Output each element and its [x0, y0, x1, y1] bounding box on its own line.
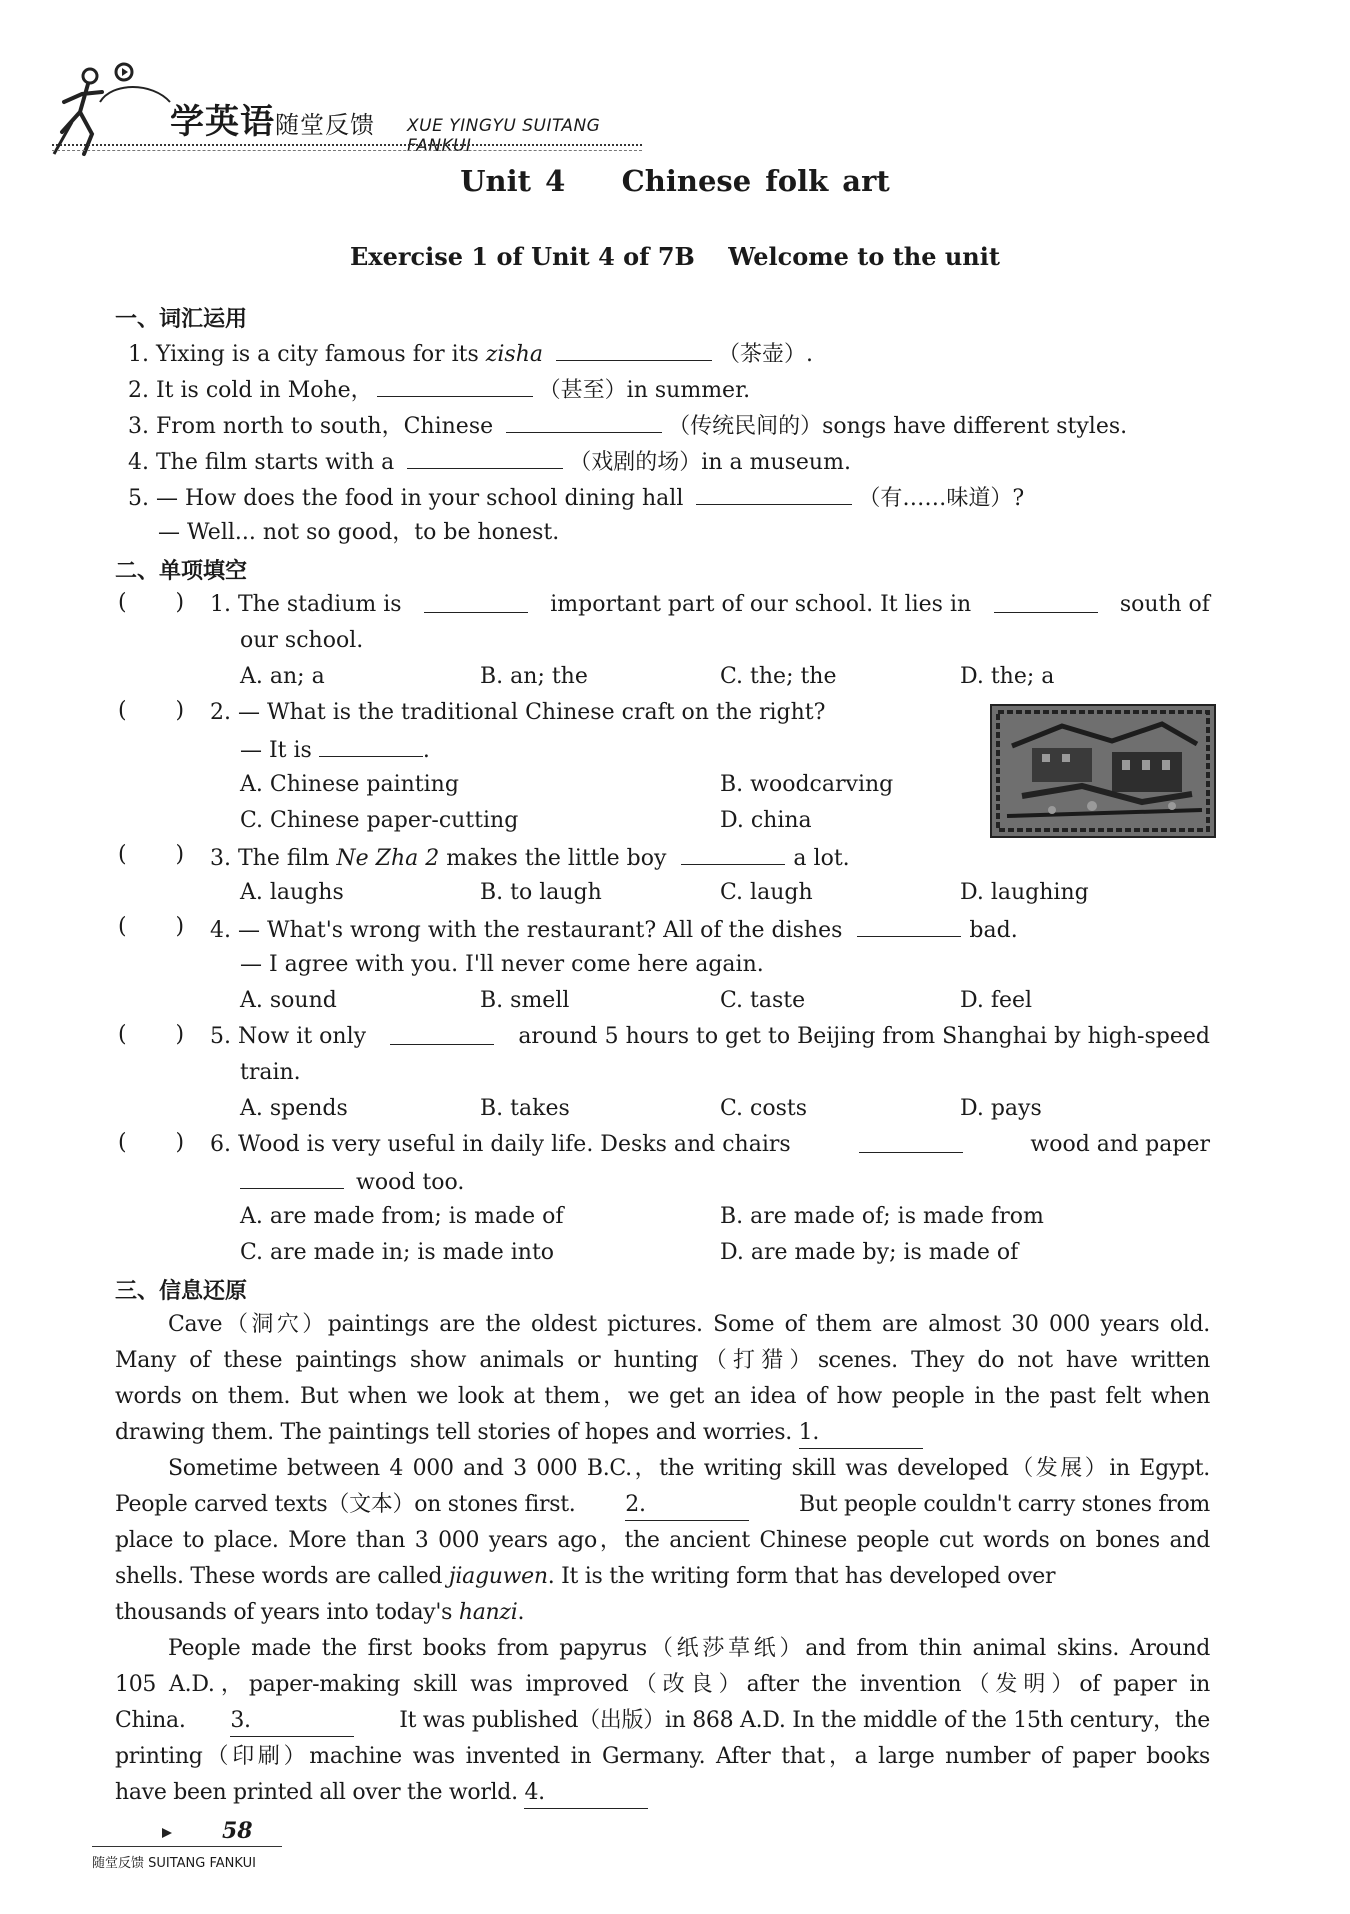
passage-line: People made the first books from papyrus（纸莎草纸）and from thin animal skins. Around	[168, 1636, 1210, 1661]
passage-line: shells. These words are called jiaguwen. It is the writing form that has developed over	[115, 1564, 1056, 1589]
passage-line: Cave（洞穴）paintings are the oldest pictures. Some of them are almost 30 000 years old.	[168, 1312, 1210, 1337]
header-divider	[52, 150, 642, 151]
mc-option[interactable]: C. the; the	[720, 664, 837, 689]
passage-line: 105 A.D.，paper-making skill was improved（改良）after the invention（发明）of paper in	[115, 1672, 1210, 1697]
answer-blank[interactable]	[407, 446, 563, 469]
answer-blank-1[interactable]: 1.	[799, 1418, 923, 1449]
header-divider	[52, 144, 642, 146]
mc-option[interactable]: D. china	[720, 808, 812, 833]
mc-option[interactable]: A. laughs	[240, 880, 344, 905]
arrow-right-icon	[160, 1826, 180, 1840]
mc-question-1: 1. The stadium is important part of our school. It lies in south of	[210, 592, 1210, 617]
mc-option[interactable]: A. are made from; is made of	[240, 1204, 564, 1229]
mc-option[interactable]: C. taste	[720, 988, 806, 1013]
passage-line: thousands of years into today's hanzi.	[115, 1600, 525, 1625]
section-heading-mc: 二、单项填空	[115, 559, 248, 584]
page-number: 58	[222, 1818, 253, 1844]
vocab-item-5-reply: — Well... not so good，to be honest.	[158, 520, 560, 545]
mc-option[interactable]: B. smell	[480, 988, 570, 1013]
section-heading-info: 三、信息还原	[115, 1279, 248, 1304]
answer-blank[interactable]	[377, 374, 533, 397]
exercise-title: Exercise 1 of Unit 4 of 7B Welcome to the unit	[350, 242, 1000, 271]
page-header	[52, 52, 652, 162]
mc-option[interactable]: A. sound	[240, 988, 337, 1013]
answer-paren[interactable]: ( )	[118, 590, 185, 615]
answer-paren[interactable]: ( )	[118, 698, 185, 723]
runner-logo-icon	[52, 62, 182, 162]
footer-divider	[92, 1846, 282, 1847]
passage-line: have been printed all over the world. 4.	[115, 1778, 648, 1809]
answer-blank-3[interactable]: 3.	[230, 1706, 354, 1737]
passage-line: printing（印刷）machine was invented in Germany. After that，a large number of paper books	[115, 1744, 1210, 1769]
header-title: 学英语随堂反馈	[170, 102, 375, 142]
unit-title: Unit 4 Chinese folk art	[460, 164, 890, 198]
vocab-item-4: 4. The film starts with a （戏剧的场）in a museum.	[128, 446, 851, 478]
answer-paren[interactable]: ( )	[118, 1130, 185, 1155]
mc-option[interactable]: C. Chinese paper-cutting	[240, 808, 519, 833]
mc-question-4: 4. — What's wrong with the restaurant? All of the dishes bad.	[210, 914, 1018, 946]
answer-blank-4[interactable]: 4.	[524, 1778, 648, 1809]
mc-question-1-cont: our school.	[240, 628, 364, 653]
answer-paren[interactable]: ( )	[118, 1022, 185, 1047]
passage-line: China. 3. It was published（出版）in 868 A.D. In the middle of the 15th century，the	[115, 1706, 1210, 1737]
answer-blank-2[interactable]: 2.	[625, 1490, 749, 1521]
mc-option[interactable]: C. costs	[720, 1096, 808, 1121]
mc-option[interactable]: B. takes	[480, 1096, 570, 1121]
mc-question-4-cont: — I agree with you. I'll never come here again.	[240, 952, 764, 977]
mc-option[interactable]: D. feel	[960, 988, 1033, 1013]
mc-option[interactable]: B. woodcarving	[720, 772, 894, 797]
mc-option[interactable]: D. are made by; is made of	[720, 1240, 1019, 1265]
woodcarving-image	[990, 704, 1216, 838]
answer-blank[interactable]	[696, 482, 852, 505]
vocab-item-2: 2. It is cold in Mohe， （甚至）in summer.	[128, 374, 750, 406]
mc-option[interactable]: B. to laugh	[480, 880, 602, 905]
mc-option[interactable]: C. laugh	[720, 880, 813, 905]
footer-label: 随堂反馈 SUITANG FANKUI	[92, 1856, 256, 1871]
mc-option[interactable]: B. an; the	[480, 664, 588, 689]
vocab-item-3: 3. From north to south，Chinese （传统民间的）songs have different styles.	[128, 410, 1127, 442]
vocab-item-5: 5. — How does the food in your school dining hall （有……味道）?	[128, 482, 1024, 514]
passage-line: Sometime between 4 000 and 3 000 B.C.，the writing skill was developed（发展）in Egypt.	[168, 1456, 1210, 1481]
mc-question-6: 6. Wood is very useful in daily life. Desks and chairs wood and paper	[210, 1132, 1210, 1157]
mc-question-2-cont: — It is .	[240, 734, 430, 766]
mc-option[interactable]: A. an; a	[240, 664, 325, 689]
answer-blank[interactable]	[556, 338, 712, 361]
mc-option[interactable]: B. are made of; is made from	[720, 1204, 1044, 1229]
passage-line: drawing them. The paintings tell stories of hopes and worries. 1.	[115, 1418, 923, 1449]
mc-question-5: 5. Now it only around 5 hours to get to Beijing from Shanghai by high-speed	[210, 1024, 1210, 1049]
passage-line: words on them. But when we look at them，we get an idea of how people in the past felt when	[115, 1384, 1210, 1409]
mc-option[interactable]: A. Chinese painting	[240, 772, 459, 797]
mc-option[interactable]: D. laughing	[960, 880, 1089, 905]
passage-line: place to place. More than 3 000 years ago，the ancient Chinese people cut words on bones and	[115, 1528, 1210, 1553]
answer-blank[interactable]	[506, 410, 662, 433]
mc-question-2: 2. — What is the traditional Chinese craft on the right?	[210, 700, 826, 725]
passage-line: People carved texts（文本）on stones first. 2. But people couldn't carry stones from	[115, 1490, 1210, 1521]
mc-question-3: 3. The film Ne Zha 2 makes the little boy a lot.	[210, 842, 850, 874]
answer-paren[interactable]: ( )	[118, 842, 185, 867]
mc-option[interactable]: D. pays	[960, 1096, 1042, 1121]
mc-option[interactable]: C. are made in; is made into	[240, 1240, 555, 1265]
header-pinyin: XUE YINGYU SUITANG FANKUI	[407, 116, 601, 156]
mc-question-5-cont: train.	[240, 1060, 301, 1085]
mc-option[interactable]: D. the; a	[960, 664, 1055, 689]
answer-paren[interactable]: ( )	[118, 914, 185, 939]
vocab-item-1: 1. Yixing is a city famous for its zisha （茶壶）.	[128, 338, 813, 370]
mc-question-6-cont: wood too.	[240, 1166, 464, 1198]
section-heading-vocab: 一、词汇运用	[115, 307, 248, 332]
mc-option[interactable]: A. spends	[240, 1096, 348, 1121]
passage-line: Many of these paintings show animals or hunting（打猎）scenes. They do not have written	[115, 1348, 1210, 1373]
